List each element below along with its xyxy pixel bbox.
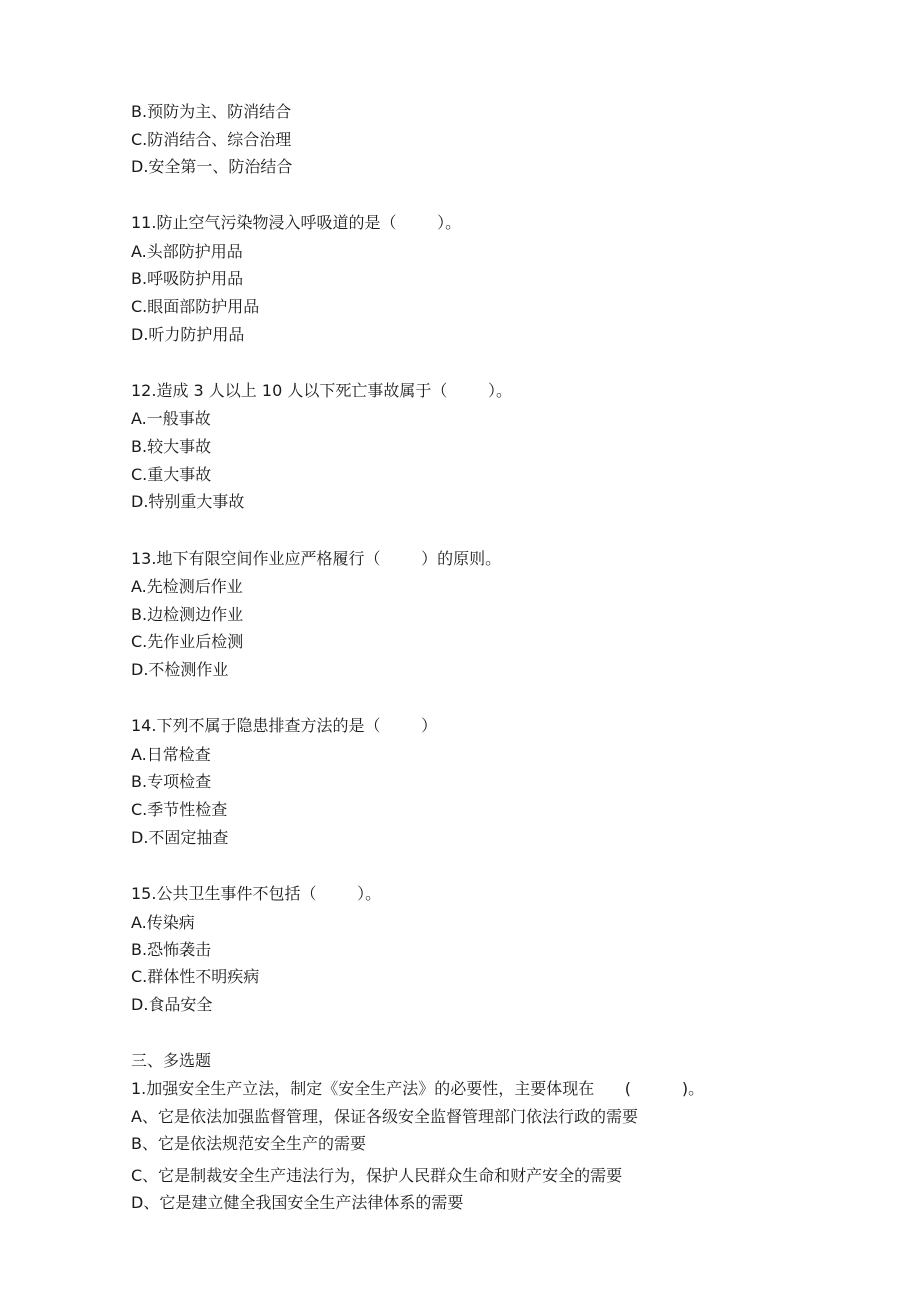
- question-stem: 14.下列不属于隐患排查方法的是（ ）: [131, 716, 438, 735]
- option-d: D.特别重大事故: [131, 492, 245, 511]
- option-b: B.专项检查: [131, 772, 212, 791]
- option-a: A.头部防护用品: [131, 242, 243, 261]
- question-stem: 13.地下有限空间作业应严格履行（ ）的原则。: [131, 549, 502, 568]
- question-stem: 15.公共卫生事件不包括（ ）。: [131, 884, 382, 903]
- option-a: A、它是依法加强监督管理，保证各级安全监督管理部门依法行政的需要: [131, 1107, 638, 1126]
- option-b: B.预防为主、防消结合: [131, 102, 292, 121]
- option-a: A.日常检查: [131, 745, 211, 764]
- option-d: D.食品安全: [131, 995, 213, 1014]
- option-c: C.先作业后检测: [131, 632, 244, 651]
- option-a: A.先检测后作业: [131, 577, 243, 596]
- option-c: C.防消结合、综合治理: [131, 130, 292, 149]
- question-stem: 12.造成 3 人以上 10 人以下死亡事故属于（ ）。: [131, 381, 513, 400]
- option-b: B.恐怖袭击: [131, 940, 212, 959]
- section-heading: 三、多选题: [131, 1051, 212, 1070]
- question-stem: 1.加强安全生产立法，制定《安全生产法》的必要性，主要体现在 ( )。: [131, 1079, 705, 1098]
- question-stem: 11.防止空气污染物浸入呼吸道的是（ ）。: [131, 213, 462, 232]
- option-d: D.不固定抽查: [131, 828, 229, 847]
- option-d: D、它是建立健全我国安全生产法律体系的需要: [131, 1193, 464, 1212]
- option-b: B.较大事故: [131, 437, 212, 456]
- option-b: B、它是依法规范安全生产的需要: [131, 1134, 366, 1153]
- option-c: C.季节性检查: [131, 800, 228, 819]
- option-c: C.群体性不明疾病: [131, 967, 260, 986]
- option-b: B.呼吸防护用品: [131, 269, 244, 288]
- option-b: B.边检测边作业: [131, 605, 244, 624]
- option-a: A.一般事故: [131, 409, 211, 428]
- option-d: D.听力防护用品: [131, 325, 245, 344]
- option-d: D.不检测作业: [131, 660, 229, 679]
- option-c: C、它是制裁安全生产违法行为，保护人民群众生命和财产安全的需要: [131, 1166, 623, 1185]
- option-a: A.传染病: [131, 913, 195, 932]
- option-d: D.安全第一、防治结合: [131, 157, 293, 176]
- option-c: C.重大事故: [131, 465, 212, 484]
- option-c: C.眼面部防护用品: [131, 297, 260, 316]
